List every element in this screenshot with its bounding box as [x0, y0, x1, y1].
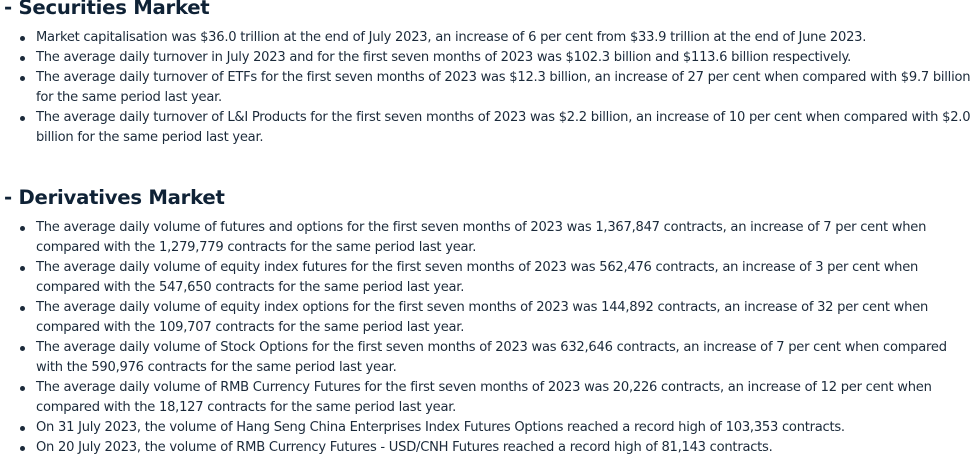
list-item: On 20 July 2023, the volume of RMB Currency Futures - USD/CNH Futures reached a record high of 81,143 contracts. — [0, 438, 979, 458]
securities-market-list — [0, 28, 979, 148]
derivatives-market-heading: - Derivatives Market — [4, 186, 225, 209]
list-item: Market capitalisation was $36.0 trillion at the end of July 2023, an increase of 6 per cent from $33.9 trillion at the end of June 2023. — [0, 28, 979, 48]
list-item: On 31 July 2023, the volume of Hang Seng China Enterprises Index Futures Options reached a record high of 103,353 contracts. — [0, 418, 979, 438]
list-item: The average daily turnover in July 2023 and for the first seven months of 2023 was $102.3 billion and $113.6 billion respectively. — [0, 48, 979, 68]
list-item: The average daily turnover of L&I Products for the first seven months of 2023 was $2.2 billion, an increase of 10 per cent when compared with $2.0 billion for the same period last year. — [0, 108, 979, 148]
list-item: The average daily volume of equity index options for the first seven months of 2023 was 144,892 contracts, an increase of 32 per cent when compared with the 109,707 contracts for the same period last year. — [0, 298, 979, 338]
list-item: The average daily volume of futures and options for the first seven months of 2023 was 1,367,847 contracts, an increase of 7 per cent when compared with the 1,279,779 contracts for the same period last year. — [0, 218, 979, 258]
derivatives-market-list — [0, 218, 979, 458]
list-item: The average daily volume of RMB Currency Futures for the first seven months of 2023 was 20,226 contracts, an increase of 12 per cent when compared with the 18,127 contracts for the same period last year. — [0, 378, 979, 418]
securities-market-heading: - Securities Market — [4, 0, 210, 19]
list-item: The average daily turnover of ETFs for the first seven months of 2023 was $12.3 billion, an increase of 27 per cent when compared with $9.7 billion for the same period last year. — [0, 68, 979, 108]
list-item: The average daily volume of equity index futures for the first seven months of 2023 was 562,476 contracts, an increase of 3 per cent when compared with the 547,650 contracts for the same period last year. — [0, 258, 979, 298]
list-item: The average daily volume of Stock Options for the first seven months of 2023 was 632,646 contracts, an increase of 7 per cent when compared with the 590,976 contracts for the same period last year. — [0, 338, 979, 378]
